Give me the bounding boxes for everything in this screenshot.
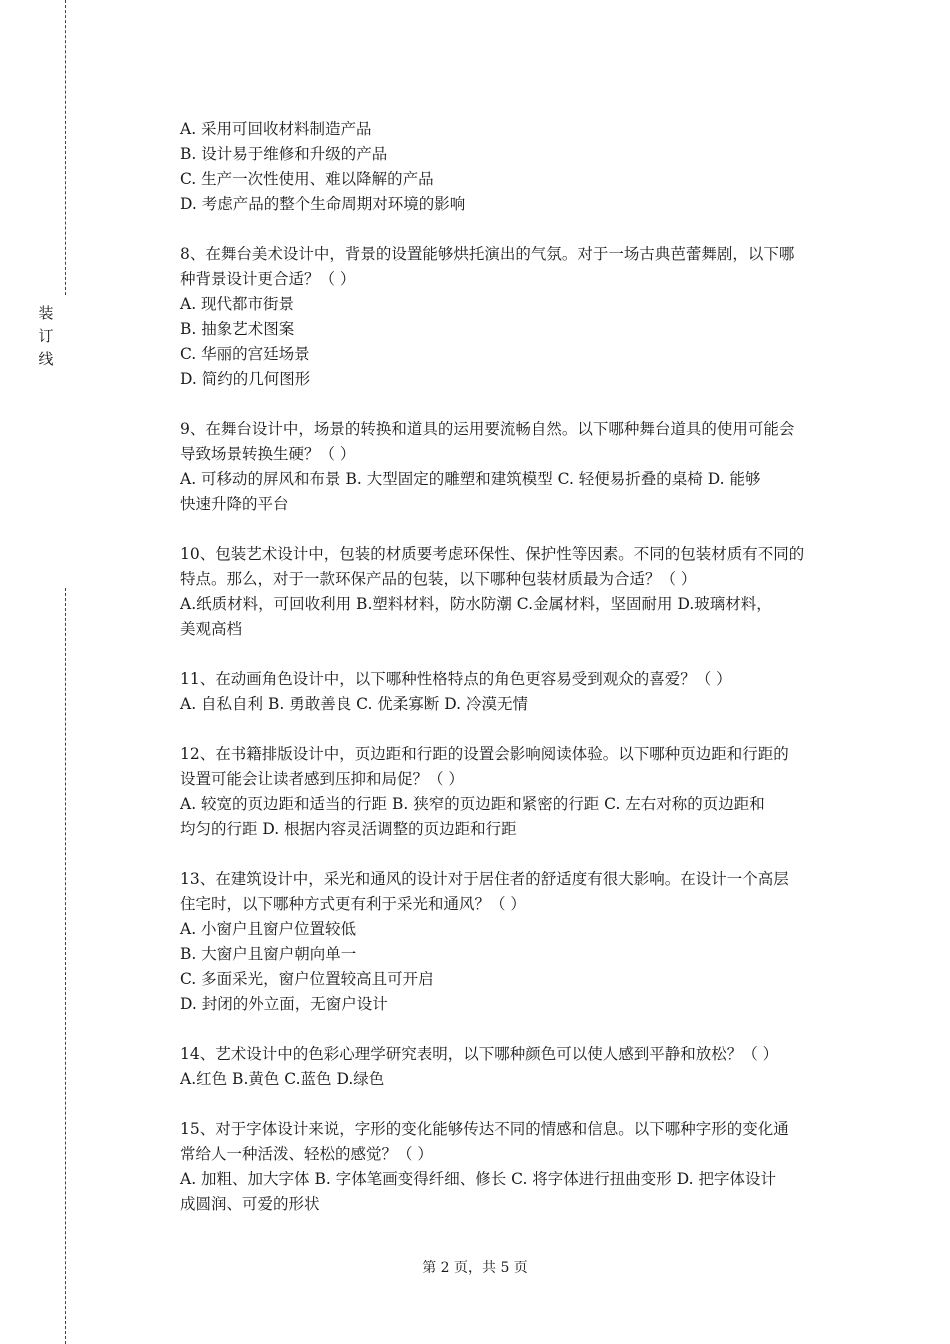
blank-line [180,642,840,667]
text-line: A. 加粗、加大字体 B. 字体笔画变得纤细、修长 C. 将字体进行扭曲变形 D. 把字体设计 [180,1170,776,1188]
blank-line [180,842,840,867]
text-line: 住宅时，以下哪种方式更有利于采光和通风？（ ） [180,895,526,913]
text-line: C. 多面采光，窗户位置较高且可开启 [180,970,434,988]
blank-line [180,717,840,742]
text-line: C. 华丽的宫廷场景 [180,345,310,363]
text-line: 特点。那么，对于一款环保产品的包装，以下哪种包装材质最为合适？（ ） [180,570,697,588]
text-line: 导致场景转换生硬？（ ） [180,445,356,463]
question-content [180,117,840,1217]
text-line: B. 大窗户且窗户朝向单一 [180,945,357,963]
text-line: D. 考虑产品的整个生命周期对环境的影响 [180,195,466,213]
text-line: 常给人一种活泼、轻松的感觉？（ ） [180,1145,433,1163]
text-line: 设置可能会让读者感到压抑和局促？（ ） [180,770,464,788]
text-line: 美观高档 [180,620,243,638]
text-line: B. 设计易于维修和升级的产品 [180,145,388,163]
text-line: A.纸质材料，可回收利用 B.塑料材料，防水防潮 C.金属材料，坚固耐用 D.玻璃材料， [180,595,772,613]
text-line: 11、在动画角色设计中，以下哪种性格特点的角色更容易受到观众的喜爱？（ ） [180,670,732,688]
blank-line [180,1092,840,1117]
blank-line [180,392,840,417]
text-line: D. 简约的几何图形 [180,370,311,388]
text-line: A. 小窗户且窗户位置较低 [180,920,357,938]
text-line: 13、在建筑设计中，采光和通风的设计对于居住者的舒适度有很大影响。在设计一个高层 [180,870,789,888]
binding-label [37,302,55,371]
text-line: 8、在舞台美术设计中，背景的设置能够烘托演出的气氛。对于一场古典芭蕾舞剧，以下哪 [180,245,795,263]
text-line: B. 抽象艺术图案 [180,320,295,338]
blank-line [180,1017,840,1042]
blank-line [180,517,840,542]
text-line: 均匀的行距 D. 根据内容灵活调整的页边距和行距 [180,820,517,838]
text-line: 成圆润、可爱的形状 [180,1195,320,1213]
text-line: 14、艺术设计中的色彩心理学研究表明，以下哪种颜色可以使人感到平静和放松？（ ） [180,1045,779,1063]
text-line: A. 采用可回收材料制造产品 [180,120,372,138]
blank-line [180,217,840,242]
text-line: 种背景设计更合适？（ ） [180,270,356,288]
binding-dashed-line-top [65,0,66,295]
text-line: A. 现代都市街景 [180,295,295,313]
text-line: 快速升降的平台 [180,495,289,513]
page-footer: 第 2 页，共 5 页 [422,1260,528,1276]
text-line: 12、在书籍排版设计中，页边距和行距的设置会影响阅读体验。以下哪种页边距和行距的 [180,745,789,763]
text-line: A. 可移动的屏风和布景 B. 大型固定的雕塑和建筑模型 C. 轻便易折叠的桌椅 D. 能够 [180,470,761,488]
text-line: A. 自私自利 B. 勇敢善良 C. 优柔寡断 D. 冷漠无情 [180,695,528,713]
text-line: A.红色 B.黄色 C.蓝色 D.绿色 [180,1070,385,1088]
text-line: 15、对于字体设计来说，字形的变化能够传达不同的情感和信息。以下哪种字形的变化通 [180,1120,789,1138]
text-line: D. 封闭的外立面，无窗户设计 [180,995,388,1013]
binding-char: 订 [38,327,54,345]
text-line: 9、在舞台设计中，场景的转换和道具的运用要流畅自然。以下哪种舞台道具的使用可能会 [180,420,795,438]
text-line: C. 生产一次性使用、难以降解的产品 [180,170,434,188]
text-line: 10、包装艺术设计中，包装的材质要考虑环保性、保护性等因素。不同的包装材质有不同的 [180,545,805,563]
text-line: A. 较宽的页边距和适当的行距 B. 狭窄的页边距和紧密的行距 C. 左右对称的页边距和 [180,795,765,813]
binding-char: 线 [38,350,54,368]
binding-dashed-line-bottom [65,588,66,1344]
binding-char: 装 [38,304,54,322]
